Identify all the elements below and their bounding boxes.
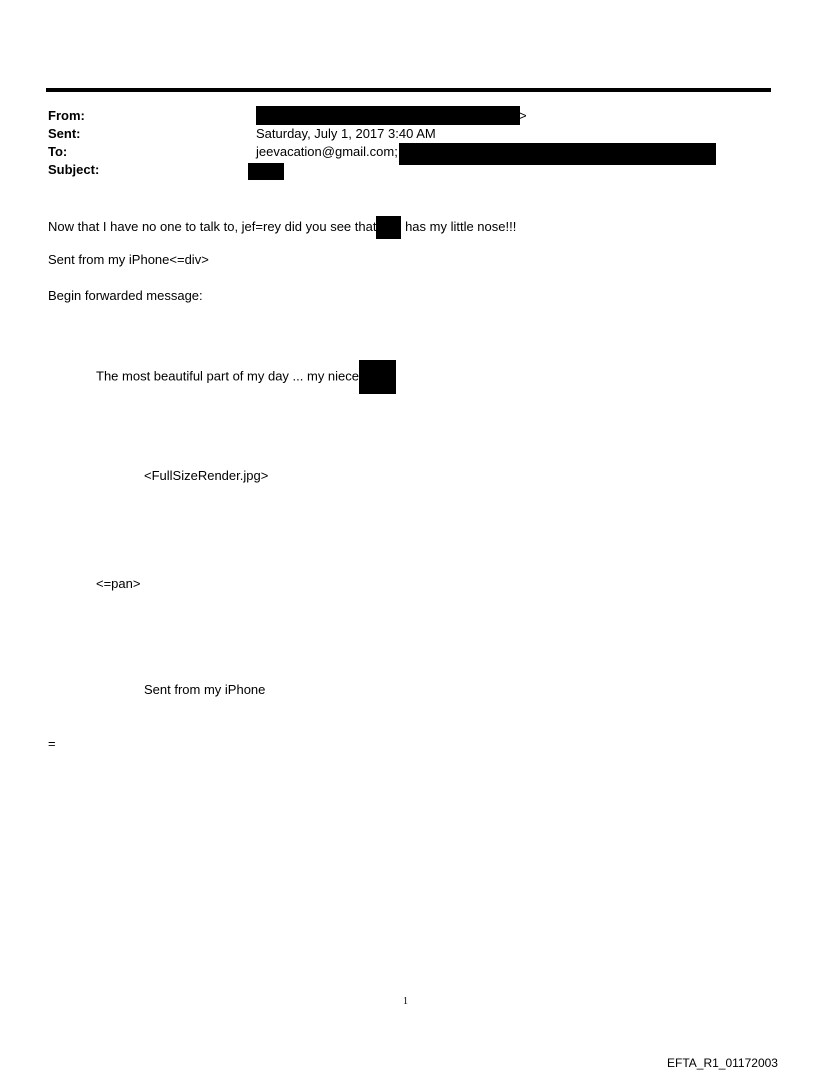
header-rule bbox=[46, 88, 771, 92]
to-redaction bbox=[399, 143, 716, 165]
page-number: 1 bbox=[403, 996, 408, 1007]
trailing-equals: = bbox=[48, 736, 56, 751]
forward-intro: Begin forwarded message: bbox=[48, 288, 203, 303]
span-fragment: <=pan> bbox=[96, 576, 141, 591]
subject-redaction bbox=[248, 163, 284, 180]
message-line-end: has my little nose!!! bbox=[401, 218, 517, 234]
to-value: jeevacation@gmail.com; bbox=[256, 144, 398, 159]
name-redaction bbox=[376, 216, 401, 239]
forwarded-signature: Sent from my iPhone bbox=[144, 682, 266, 697]
message-line bbox=[48, 216, 516, 239]
forwarded-message-line bbox=[96, 360, 396, 394]
sent-value: Saturday, July 1, 2017 3:40 AM bbox=[256, 126, 436, 141]
to-label: To: bbox=[48, 144, 68, 159]
message-line-start: Now that I have no one to talk to, jef=rey did you see that bbox=[48, 218, 377, 234]
from-label: From: bbox=[48, 108, 85, 123]
subject-label: Subject: bbox=[48, 162, 100, 177]
bates-number: EFTA_R1_01172003 bbox=[667, 1056, 778, 1070]
from-value-tail: > bbox=[519, 108, 527, 123]
from-redaction bbox=[256, 106, 520, 125]
forwarded-message-text: The most beautiful part of my day ... my niece bbox=[96, 368, 360, 384]
sent-label: Sent: bbox=[48, 126, 81, 141]
signature-line: Sent from my iPhone<=div> bbox=[48, 252, 209, 267]
niece-name-redaction bbox=[359, 360, 396, 394]
attachment-name: <FullSizeRender.jpg> bbox=[144, 468, 269, 483]
